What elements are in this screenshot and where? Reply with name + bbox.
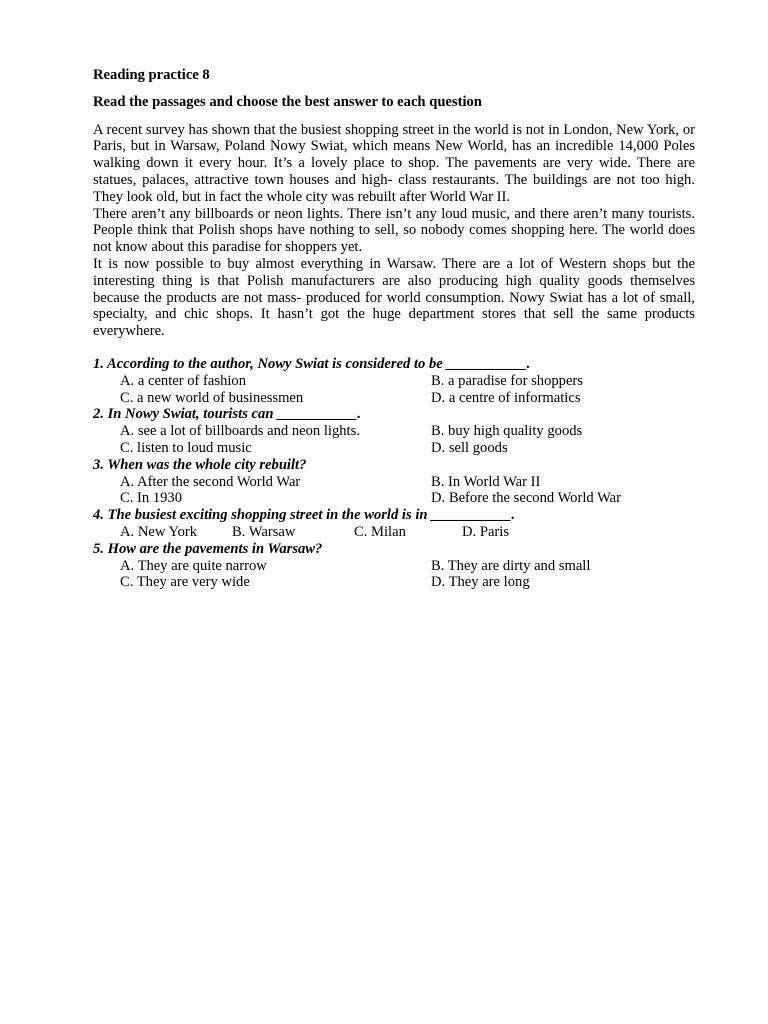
option-row: [93, 524, 695, 541]
question-stem: 2. In Nowy Swiat, tourists can ___________.: [93, 406, 362, 423]
option-d: D. a centre of informatics: [431, 389, 581, 406]
option-b: B. buy high quality goods: [431, 423, 583, 440]
question-stem: 1. According to the author, Nowy Swiat is considered to be ___________.: [93, 355, 531, 372]
question-1: [93, 356, 695, 406]
option-d: D. sell goods: [431, 439, 508, 456]
question-3: [93, 457, 695, 507]
option-row: [93, 373, 695, 390]
option-c: C. listen to loud music: [120, 439, 252, 456]
question-stem: 3. When was the whole city rebuilt?: [93, 456, 307, 473]
option-d: D. Paris: [462, 523, 510, 540]
option-c: C. They are very wide: [120, 574, 250, 591]
option-row: [93, 474, 695, 491]
passage-paragraph-2: There aren’t any billboards or neon lights. There isn’t any loud music, and there aren’t many tourists. People think that Polish shops have nothing to sell, so nobody comes shopping here. The world does not know about this paradise for shoppers yet.: [93, 205, 695, 256]
question-5: [93, 541, 695, 591]
passage-paragraph-1: A recent survey has shown that the busiest shopping street in the world is not in London, New York, or Paris, but in Warsaw, Poland Nowy Swiat, which means New World, has an incredible 14,000 Poles walking down it every hour. It’s a lovely place to shop. The pavements are very wide. There are statues, palaces, attractive town houses and high- class restaurants. The buildings are not too high. They look old, but in fact the whole city was rebuilt after World War II.: [93, 121, 695, 205]
option-row: [93, 440, 695, 457]
option-b: B. They are dirty and small: [431, 557, 591, 574]
question-stem: 5. How are the pavements in Warsaw?: [93, 540, 323, 557]
option-row: [93, 490, 695, 507]
document-title: Reading practice 8: [93, 67, 210, 83]
option-a: A. New York: [120, 523, 198, 540]
question-list: [93, 356, 695, 591]
option-b: B. In World War II: [431, 473, 541, 490]
option-c: C. Milan: [354, 523, 406, 540]
option-c: C. In 1930: [120, 490, 183, 507]
passage-paragraph-3: It is now possible to buy almost everything in Warsaw. There are a lot of Western shops but the interesting thing is that Polish manufacturers are also producing high quality goods themselves because the products are not mass- produced for world consumption. Nowy Swiat has a lot of small, specialty, and chic shops. It hasn’t got the huge department stores that sell the same products everywhere.: [93, 255, 695, 340]
question-4: [93, 507, 695, 541]
option-a: A. After the second World War: [120, 473, 301, 490]
instruction-text: Read the passages and choose the best answer to each question: [93, 93, 482, 110]
question-stem: 4. The busiest exciting shopping street in the world is in ___________.: [93, 507, 516, 524]
option-a: A. a center of fashion: [120, 372, 247, 389]
option-a: A. see a lot of billboards and neon lights.: [120, 423, 360, 440]
option-a: A. They are quite narrow: [120, 557, 267, 574]
option-d: D. Before the second World War: [431, 490, 622, 507]
option-b: B. Warsaw: [232, 523, 296, 540]
document-page: [93, 67, 695, 591]
option-c: C. a new world of businessmen: [120, 389, 304, 406]
option-b: B. a paradise for shoppers: [431, 372, 583, 389]
option-d: D. They are long: [431, 574, 530, 591]
option-row: [93, 390, 695, 407]
option-row: [93, 558, 695, 575]
option-row: [93, 574, 695, 591]
reading-passage: [93, 122, 695, 340]
option-row: [93, 423, 695, 440]
question-2: [93, 406, 695, 456]
